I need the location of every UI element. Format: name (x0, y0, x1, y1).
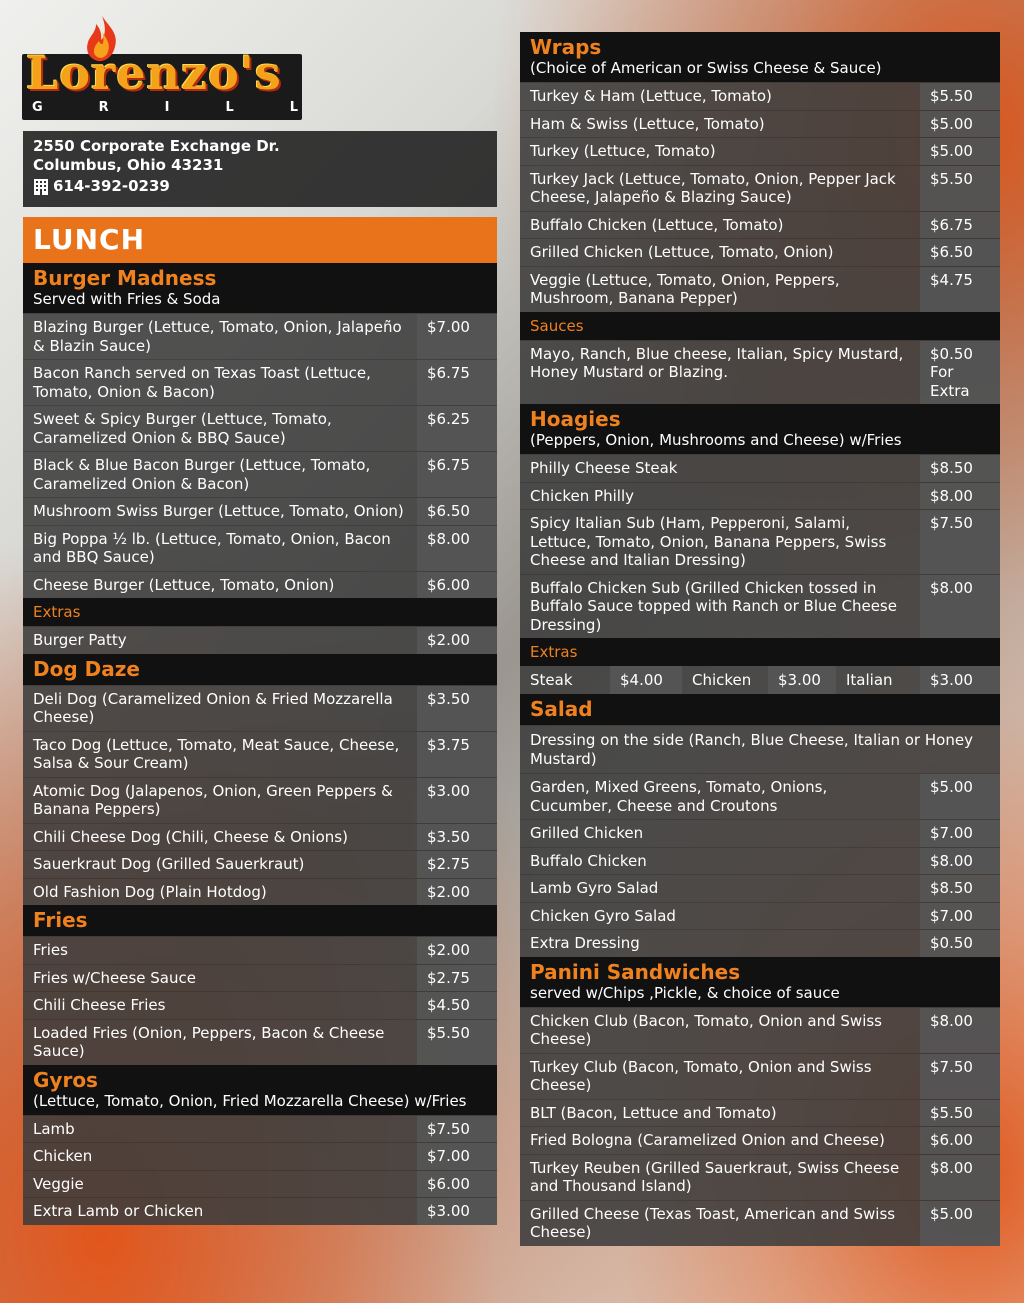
item-name: Black & Blue Bacon Burger (Lettuce, Tomato, Caramelized Onion & Bacon) (33, 456, 371, 493)
item-name: Turkey & Ham (Lettuce, Tomato) (530, 87, 772, 105)
item-price: $5.50 (920, 1100, 1000, 1127)
section-title: Gyros (33, 1067, 98, 1092)
sauces-header: Sauces (520, 312, 1000, 340)
logo-grill-text: G R I L L (32, 100, 300, 115)
item-name: Chicken Philly (530, 486, 634, 505)
item-price: $0.50 (920, 930, 1000, 957)
section-title: Dog Daze (33, 656, 140, 681)
fries-list (23, 936, 497, 1065)
item-name: Chicken Gyro Salad (530, 906, 676, 925)
item-price: $6.50 (417, 498, 497, 525)
menu-item-row (23, 1170, 497, 1198)
item-price: $6.00 (920, 1127, 1000, 1154)
item-name: Lamb (33, 1119, 75, 1138)
menu-item-row (520, 266, 1000, 312)
item-price: $7.50 (920, 510, 1000, 574)
menu-item-row (23, 571, 497, 599)
logo-wordmark: Lorenzo's (26, 46, 282, 100)
lunch-banner: LUNCH (23, 217, 497, 263)
menu-item-row (23, 1019, 497, 1065)
hoagies-list (520, 454, 1000, 638)
sauces-row (520, 340, 1000, 405)
item-price: $2.00 (417, 937, 497, 964)
item-name: Burger Patty (33, 631, 127, 649)
salad-note-row (520, 725, 1000, 773)
menu-item-row (520, 847, 1000, 875)
item-name: Turkey Club (Bacon, Tomato, Onion and Swiss Cheese) (530, 1057, 872, 1094)
phone-row (33, 177, 487, 196)
item-price: $3.75 (417, 732, 497, 777)
extra-name: Steak (530, 671, 573, 689)
item-name: Atomic Dog (Jalapenos, Onion, Green Peppers & Banana Peppers) (33, 781, 393, 818)
menu-item-row (520, 819, 1000, 847)
item-price: $4.50 (417, 992, 497, 1019)
phone-number: 614-392-0239 (53, 177, 170, 195)
section-title: Hoagies (530, 407, 621, 431)
address-line2: Columbus, Ohio 43231 (33, 156, 224, 174)
salad-note: Dressing on the side (Ranch, Blue Cheese, Italian or Honey Mustard) (530, 731, 973, 768)
item-name: Sweet & Spicy Burger (Lettuce, Tomato, Caramelized Onion & BBQ Sauce) (33, 410, 332, 447)
item-name: Turkey Reuben (Grilled Sauerkraut, Swiss Cheese and Thousand Island) (530, 1158, 900, 1195)
item-name: Mayo, Ranch, Blue cheese, Italian, Spicy Mustard, Honey Mustard or Blazing. (530, 344, 904, 381)
address-block (23, 131, 497, 207)
burger-extras-list (23, 626, 497, 654)
address-line1: 2550 Corporate Exchange Dr. (33, 137, 280, 155)
item-price: $6.75 (417, 452, 497, 497)
extra-name: Italian (846, 671, 893, 689)
item-price: $6.00 (417, 572, 497, 599)
menu-item-row (520, 454, 1000, 482)
item-price: $5.00 (920, 1201, 1000, 1246)
item-price: $6.50 (920, 239, 1000, 266)
item-name: Extra Lamb or Chicken (33, 1202, 204, 1220)
wraps-list (520, 82, 1000, 312)
building-icon (33, 178, 49, 195)
item-name: Buffalo Chicken Sub (Grilled Chicken tossed in Buffalo Sauce topped with Ranch or Blue Cheese Dressing) (530, 578, 897, 634)
item-price: $8.00 (920, 1155, 1000, 1200)
item-name: Chicken (33, 1147, 93, 1165)
item-name: Garden, Mixed Greens, Tomato, Onions, Cucumber, Cheese and Croutons (530, 778, 828, 815)
menu-item-row (23, 777, 497, 823)
menu-item-row (23, 451, 497, 497)
menu-item-row (520, 211, 1000, 239)
section-subtitle: Served with Fries & Soda (33, 290, 221, 308)
menu-item-row (23, 936, 497, 964)
item-name: Old Fashion Dog (Plain Hotdog) (33, 882, 267, 901)
item-name: Fried Bologna (Caramelized Onion and Cheese) (530, 1131, 885, 1149)
item-price: $8.00 (920, 1008, 1000, 1053)
wraps-section-header (520, 32, 1000, 82)
menu-item-row (520, 82, 1000, 110)
extra-price: $4.00 (610, 666, 682, 694)
item-price: $3.00 (417, 778, 497, 823)
right-column (520, 32, 1000, 1246)
menu-item-row (23, 850, 497, 878)
item-price: $2.75 (417, 851, 497, 878)
item-price: $3.00 (417, 1198, 497, 1225)
item-price: $8.00 (920, 575, 1000, 639)
section-subtitle: served w/Chips ,Pickle, & choice of sauce (530, 983, 840, 1002)
gyros-list (23, 1115, 497, 1225)
item-price: $5.00 (920, 774, 1000, 819)
item-price: $7.00 (920, 820, 1000, 847)
item-name: Big Poppa ½ lb. (Lettuce, Tomato, Onion, Bacon and BBQ Sauce) (33, 529, 391, 566)
section-subtitle: (Lettuce, Tomato, Onion, Fried Mozzarella Cheese) w/Fries (33, 1091, 467, 1110)
item-name: Grilled Chicken (530, 824, 644, 842)
item-name: Chili Cheese Fries (33, 996, 166, 1014)
section-title: Salad (530, 697, 593, 721)
section-title: Fries (33, 908, 88, 932)
menu-item-row (520, 902, 1000, 930)
item-name: Spicy Italian Sub (Ham, Pepperoni, Salami, Lettuce, Tomato, Onion, Banana Peppers, Swiss Cheese and Italian Dressing) (530, 514, 887, 569)
item-price: $8.50 (920, 455, 1000, 482)
item-price: $6.75 (417, 360, 497, 405)
menu-item-row (23, 991, 497, 1019)
gyros-section-header (23, 1065, 497, 1115)
item-price: $7.50 (920, 1054, 1000, 1099)
menu-item-row (23, 685, 497, 731)
item-price: $5.00 (920, 138, 1000, 165)
item-price: $3.50 (417, 686, 497, 731)
item-name: Fries w/Cheese Sauce (33, 968, 196, 987)
menu-item-row (23, 823, 497, 851)
extra-name: Chicken (692, 671, 752, 689)
menu-item-row (520, 509, 1000, 574)
item-name: Philly Cheese Steak (530, 459, 678, 477)
item-name: Cheese Burger (Lettuce, Tomato, Onion) (33, 575, 335, 594)
left-column (23, 263, 497, 1225)
menu-item-row (520, 482, 1000, 510)
item-price: $2.00 (417, 627, 497, 654)
item-name: BLT (Bacon, Lettuce and Tomato) (530, 1103, 777, 1122)
item-price: $5.00 (920, 111, 1000, 138)
menu-item-row (520, 1126, 1000, 1154)
item-price: $2.00 (417, 879, 497, 906)
item-name: Veggie (Lettuce, Tomato, Onion, Peppers, Mushroom, Banana Pepper) (530, 270, 840, 307)
menu-item-row (520, 1007, 1000, 1053)
item-price: $6.75 (920, 212, 1000, 239)
item-price: $6.25 (417, 406, 497, 451)
item-name: Buffalo Chicken (Lettuce, Tomato) (530, 215, 784, 234)
item-price: $3.50 (417, 824, 497, 851)
menu-item-row (520, 1200, 1000, 1246)
menu-item-row (23, 405, 497, 451)
menu-item-row (520, 238, 1000, 266)
item-name: Fries (33, 941, 68, 959)
menu-item-row (520, 773, 1000, 819)
item-name: Blazing Burger (Lettuce, Tomato, Onion, Jalapeño & Blazin Sauce) (33, 318, 402, 355)
salad-list (520, 773, 1000, 957)
menu-item-row (23, 525, 497, 571)
item-name: Chili Cheese Dog (Chili, Cheese & Onions) (33, 827, 348, 846)
menu-item-row (520, 1154, 1000, 1200)
section-subtitle: (Peppers, Onion, Mushrooms and Cheese) w/Fries (530, 431, 902, 449)
item-name: Loaded Fries (Onion, Peppers, Bacon & Cheese Sauce) (33, 1023, 385, 1060)
extra-price: $3.00 (768, 666, 836, 694)
restaurant-logo (22, 14, 304, 120)
item-price: $6.00 (417, 1171, 497, 1198)
item-price: $5.50 (920, 83, 1000, 110)
menu-item-row (23, 1115, 497, 1143)
item-price: $7.00 (920, 903, 1000, 930)
panini-section-header (520, 957, 1000, 1007)
menu-item-row (23, 497, 497, 525)
menu-item-row (520, 574, 1000, 639)
menu-item-row (520, 874, 1000, 902)
item-name: Taco Dog (Lettuce, Tomato, Meat Sauce, Cheese, Salsa & Sour Cream) (33, 735, 400, 772)
menu-item-row (23, 359, 497, 405)
item-price: $8.00 (920, 848, 1000, 875)
item-price: $7.50 (417, 1116, 497, 1143)
dog-list (23, 685, 497, 906)
item-name: Turkey (Lettuce, Tomato) (530, 142, 716, 160)
item-name: Ham & Swiss (Lettuce, Tomato) (530, 114, 765, 133)
menu-item-row (520, 929, 1000, 957)
panini-list (520, 1007, 1000, 1246)
item-name: Grilled Cheese (Texas Toast, American and Swiss Cheese) (530, 1204, 896, 1241)
hoagies-extras-row (520, 666, 1000, 694)
menu-item-row (520, 165, 1000, 211)
item-name: Mushroom Swiss Burger (Lettuce, Tomato, Onion) (33, 502, 404, 520)
section-subtitle: (Choice of American or Swiss Cheese & Sauce) (530, 59, 882, 77)
menu-item-row (520, 110, 1000, 138)
item-price: $7.00 (417, 314, 497, 359)
menu-item-row (520, 1053, 1000, 1099)
burger-extras-header: Extras (23, 598, 497, 626)
section-title: Wraps (530, 35, 602, 59)
item-name: Grilled Chicken (Lettuce, Tomato, Onion) (530, 243, 834, 261)
section-title: Burger Madness (33, 266, 217, 290)
item-price: $5.50 (920, 166, 1000, 211)
hoagies-section-header (520, 404, 1000, 454)
item-name: Chicken Club (Bacon, Tomato, Onion and Swiss Cheese) (530, 1011, 882, 1048)
hoagies-extras-header: Extras (520, 638, 1000, 666)
item-name: Turkey Jack (Lettuce, Tomato, Onion, Pepper Jack Cheese, Jalapeño & Blazing Sauce) (530, 169, 896, 206)
extra-price: $3.00 (920, 666, 1000, 694)
item-price: $8.00 (920, 483, 1000, 510)
menu-item-row (23, 731, 497, 777)
item-name: Lamb Gyro Salad (530, 879, 659, 897)
item-price: $8.50 (920, 875, 1000, 902)
item-name: Deli Dog (Caramelized Onion & Fried Mozzarella Cheese) (33, 689, 393, 726)
menu-item-row (23, 626, 497, 654)
item-price: $4.75 (920, 267, 1000, 312)
fries-section-header (23, 905, 497, 936)
menu-item-row (520, 1099, 1000, 1127)
salad-section-header (520, 694, 1000, 725)
dog-section-header (23, 654, 497, 685)
item-name: Buffalo Chicken (530, 851, 647, 870)
item-price: $5.50 (417, 1020, 497, 1065)
item-price: $7.00 (417, 1143, 497, 1170)
menu-item-row (23, 1142, 497, 1170)
burger-section-header (23, 263, 497, 313)
section-title: Panini Sandwiches (530, 959, 741, 984)
menu-item-row (520, 137, 1000, 165)
item-price: $0.50 For Extra (920, 341, 1000, 405)
item-price: $2.75 (417, 965, 497, 992)
burger-list (23, 313, 497, 598)
menu-item-row (23, 878, 497, 906)
item-name: Extra Dressing (530, 934, 640, 952)
item-name: Veggie (33, 1174, 84, 1193)
menu-item-row (23, 1197, 497, 1225)
menu-item-row (23, 313, 497, 359)
item-price: $8.00 (417, 526, 497, 571)
item-name: Bacon Ranch served on Texas Toast (Lettuce, Tomato, Onion & Bacon) (33, 364, 371, 401)
item-name: Sauerkraut Dog (Grilled Sauerkraut) (33, 855, 305, 873)
menu-item-row (23, 964, 497, 992)
